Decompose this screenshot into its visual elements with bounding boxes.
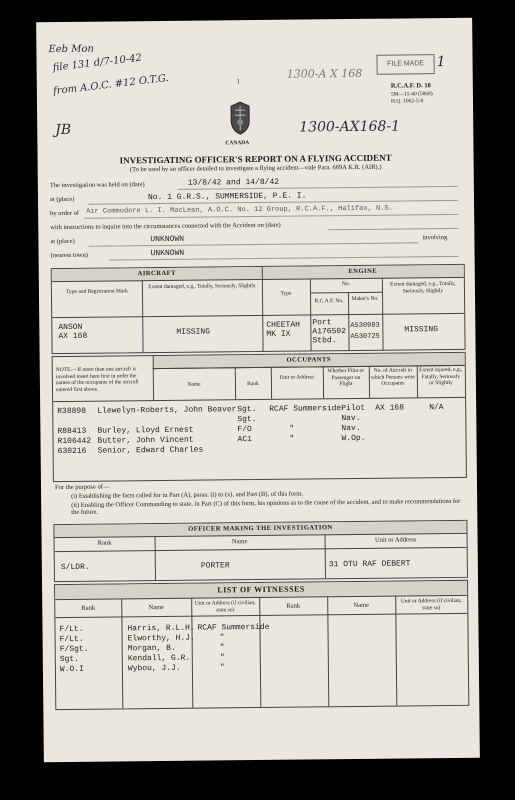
col-type-reg: Type and Registration Mark (66, 288, 128, 296)
makers-no-2: A530725 (350, 332, 380, 342)
occ-rank: AC1 (237, 435, 252, 445)
witness-unit: " (219, 653, 225, 663)
occ-service-no: R106442 (57, 436, 92, 447)
officer-unit: 31 OTU RAF DEBERT (328, 559, 411, 570)
col-makers-no: Maker's No. (351, 295, 379, 303)
canada-crest-icon (227, 100, 253, 136)
col-occ-rank: Rank (247, 380, 259, 388)
officer-rank: S/LDR. (60, 562, 90, 573)
occ-service-no: 630216 (57, 446, 87, 457)
file-made-stamp: FILE MADE (376, 54, 434, 75)
place2-value: UNKNOWN (150, 234, 185, 245)
occ-role: Pilot (341, 403, 366, 414)
occ-service-no: R38898 (57, 406, 87, 417)
col-occ-injured: Extent injured, e.g., Fatally, Seriously or Slightly (419, 366, 463, 387)
witnesses-table (54, 580, 469, 710)
held-on-label: The investigation was held on (date) (49, 181, 145, 190)
occ-rank: Sgt. (237, 405, 257, 415)
occ-unit: RCAF Summerside (269, 404, 342, 414)
occupants-rows (57, 403, 462, 457)
witness-name: Kendall, G.R. (127, 653, 191, 664)
occ-role: Nav. (341, 413, 361, 424)
witness-col-unit-2: Unit or Address (if civilian, state so) (400, 597, 462, 611)
officer-name: PORTER (200, 561, 230, 571)
occ-name: Llewelyn-Roberts, John Beaver (97, 405, 237, 416)
witness-rank: F/Lt. (59, 634, 84, 645)
occ-unit: " (289, 424, 295, 434)
aircraft-table (51, 264, 466, 354)
witness-rank: Sgt. (59, 654, 80, 665)
handwritten-file-ref-top: 1300-A X 168 (286, 66, 363, 81)
at-place-label: at (place) (49, 195, 75, 204)
occ-role: Nav. (341, 423, 361, 434)
witness-unit: RCAF Summerside (197, 622, 270, 633)
witness-name: Elworthy, H.J. (127, 633, 195, 644)
col-extent: Extent damaged, e.g., Totally, Seriously, Slightly (148, 283, 256, 291)
page-number: 1 (236, 78, 241, 86)
table-row (60, 662, 350, 675)
occ-rank: F/O (237, 425, 252, 435)
stamp-number: 1 (436, 54, 446, 71)
purpose-item-2: (ii) Enabling the Officer Commanding to state, in Part (C) of this form, his opinions as to the cause of the accident, and to make recommendations for the future. (71, 497, 461, 516)
col-occ-aircraft: No. of Aircraft in which Persons were Occupants (370, 367, 415, 387)
handwritten-note-1: Eeb Mon (48, 43, 94, 56)
handwritten-note-3: from A.O.C. #12 O.T.G. (52, 72, 170, 98)
witness-col-name: Name (148, 603, 165, 612)
instructions-label: with instructions to inquire into the circumstances connected with the Accident on (date) (50, 221, 281, 232)
order-label: by order of (50, 209, 80, 218)
engine-type-1: CHEETAH (266, 320, 300, 330)
witness-name: Wybou, J.J. (127, 663, 181, 674)
form-ref-line1: R.C.A.F. D. 18 (390, 82, 431, 90)
purpose-item-1: (i) Establishing the facts called for in Part (A), paras. (i) to (x), and Part (B), of this form. (71, 490, 304, 500)
country-label: CANADA (225, 140, 250, 147)
makers-no-1: A530983 (350, 321, 380, 331)
officer-table (53, 520, 468, 582)
order-value: Air Commodore L. I. MacLean, A.O.C. No. 12 Group, R.C.A.F., Halifax, N.S. (86, 204, 393, 216)
rcaf-no-1: Port (312, 318, 332, 328)
form-subtitle: (To be used by an officer detailed to investigate a flying accident—vide Para. 669A K.R. (AIR).) (129, 163, 382, 174)
witness-rank: W.O.I (59, 664, 84, 675)
col-occ-name: Name (187, 381, 201, 388)
officer-col-unit: Unit or Address (374, 536, 417, 544)
col-no: No. (341, 281, 350, 288)
engine-type-2: MK IX (266, 329, 291, 339)
involving-label: involving (422, 234, 448, 242)
handwritten-note-2: file 131 d/7-10-42 (52, 52, 143, 74)
col-engine-type: Type (280, 290, 292, 297)
officer-col-rank: Rank (97, 539, 112, 547)
witness-unit: " (219, 633, 225, 643)
engine-header: ENGINE (262, 265, 464, 280)
form-ref-line3: H.Q. 1062-5-8 (390, 98, 424, 105)
purpose-intro: For the purpose of— (54, 483, 110, 492)
officer-header: OFFICER MAKING THE INVESTIGATION (54, 521, 466, 538)
place2-label: at (place) (50, 237, 75, 246)
occ-name: Butter, John Vincent (97, 435, 194, 446)
col-engine-extent: Extent damaged, e.g., Totally, Seriously, Slightly (390, 280, 456, 294)
occupants-table (52, 352, 467, 482)
occ-aircraft: AX 168 (375, 403, 405, 413)
witness-rank: F/Sgt. (59, 644, 89, 655)
occupants-header: OCCUPANTS (153, 353, 465, 369)
aircraft-reg: AX 168 (58, 331, 88, 342)
town-value: UNKNOWN (150, 248, 185, 259)
col-occ-unit: Unit or Address (279, 374, 315, 381)
witness-name: Harris, R.L.H. (127, 623, 195, 634)
occ-service-no: R88413 (57, 426, 87, 437)
col-occ-pilot: Whether Pilot or Passenger on Flight (327, 367, 365, 388)
witness-col-rank-2: Rank (286, 602, 301, 610)
engine-extent: MISSING (404, 325, 439, 335)
form-title: INVESTIGATING OFFICER'S REPORT ON A FLYING ACCIDENT (119, 152, 392, 166)
occ-name: Senior, Edward Charles (97, 445, 204, 456)
aircraft-type: ANSON (58, 322, 83, 333)
at-place-value: No. 1 G.R.S., SUMMERSIDE, P.E. I. (147, 191, 307, 203)
occupants-note: NOTE.—If more than one aircraft is involved insert here first in order the names of the occupants of the aircraft entered first above. (55, 366, 139, 393)
aircraft-header: AIRCRAFT (52, 267, 262, 282)
witness-rows (59, 622, 350, 675)
occ-name: Burley, Lloyd Ernest (97, 425, 194, 436)
town-label: (nearest town) (50, 251, 88, 260)
officer-col-name: Name (231, 538, 248, 546)
document-page (36, 18, 480, 763)
rcaf-no-2: A176502 (312, 327, 347, 337)
witness-rank: F/Lt. (59, 624, 84, 635)
witness-col-name-2: Name (353, 601, 370, 610)
witness-unit: " (219, 663, 225, 673)
occ-rank: Sgt. (237, 415, 257, 425)
rcaf-no-3: Stbd. (312, 336, 337, 346)
form-ref-line2: 5M—11-40 (5868) (390, 91, 433, 98)
aircraft-extent: MISSING (176, 327, 211, 337)
occ-role: W.Op. (341, 433, 366, 444)
witness-col-unit: Unit or Address (if civilian, state so) (194, 600, 256, 613)
occ-injured: N/A (429, 403, 444, 413)
handwritten-file-ref-mid: 1300-AX168-1 (299, 118, 401, 136)
held-on-value: 13/8/42 and 14/8/42 (187, 177, 280, 188)
witness-name: Morgan, B. (127, 643, 176, 654)
occ-unit: " (289, 434, 295, 444)
witness-col-rank: Rank (81, 604, 96, 612)
handwritten-initials: JB (55, 121, 72, 139)
col-rcaf-no: R.C.A.F. No. (314, 298, 344, 305)
witness-unit: " (219, 643, 225, 653)
witnesses-header: LIST OF WITNESSES (55, 581, 467, 600)
